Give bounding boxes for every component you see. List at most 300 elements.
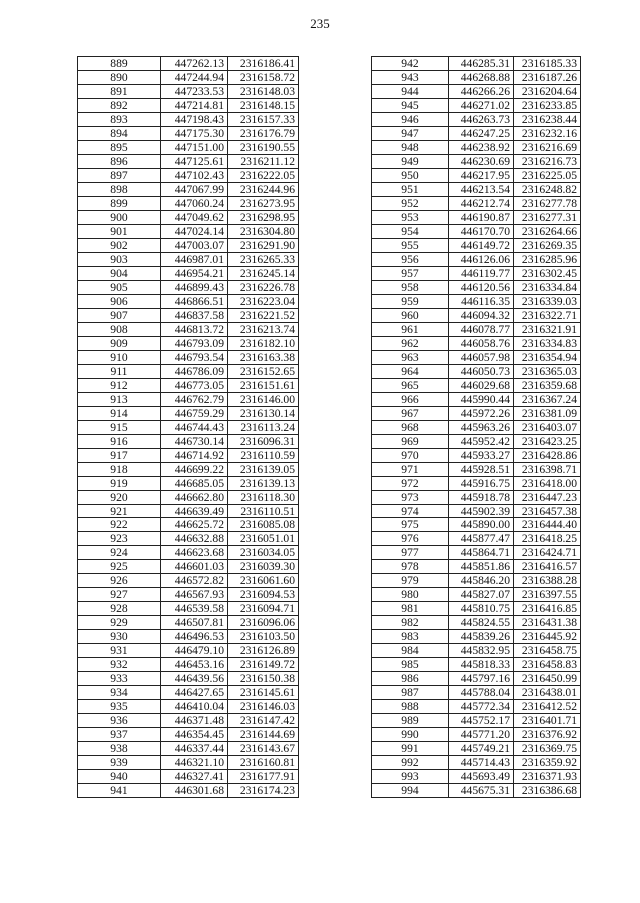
x-coordinate: 445972.26: [449, 406, 514, 420]
y-coordinate: 2316424.71: [514, 546, 581, 560]
x-coordinate: 447067.99: [161, 182, 228, 196]
table-row: [78, 126, 299, 140]
x-coordinate: 446119.77: [449, 266, 514, 280]
table-row: [78, 238, 299, 252]
table-row: [78, 57, 299, 71]
table-row: [78, 350, 299, 364]
table-row: [372, 322, 581, 336]
x-coordinate: 446479.10: [161, 644, 228, 658]
x-coordinate: 445933.27: [449, 448, 514, 462]
point-number: 892: [78, 98, 161, 112]
table-row: [372, 602, 581, 616]
y-coordinate: 2316365.03: [514, 364, 581, 378]
table-row: [372, 728, 581, 742]
table-row: [78, 308, 299, 322]
point-number: 992: [372, 756, 449, 770]
table-row: [372, 154, 581, 168]
point-number: 915: [78, 420, 161, 434]
table-row: [372, 140, 581, 154]
x-coordinate: 446567.93: [161, 588, 228, 602]
y-coordinate: 2316182.10: [228, 336, 299, 350]
table-row: [372, 462, 581, 476]
point-number: 969: [372, 434, 449, 448]
y-coordinate: 2316160.81: [228, 756, 299, 770]
point-number: 977: [372, 546, 449, 560]
table-row: [78, 224, 299, 238]
x-coordinate: 446623.68: [161, 546, 228, 560]
y-coordinate: 2316359.92: [514, 756, 581, 770]
point-number: 914: [78, 406, 161, 420]
point-number: 984: [372, 644, 449, 658]
y-coordinate: 2316450.99: [514, 672, 581, 686]
table-row: [78, 84, 299, 98]
y-coordinate: 2316186.41: [228, 57, 299, 71]
x-coordinate: 446263.73: [449, 112, 514, 126]
table-row: [78, 210, 299, 224]
x-coordinate: 445990.44: [449, 392, 514, 406]
y-coordinate: 2316148.15: [228, 98, 299, 112]
x-coordinate: 446230.69: [449, 154, 514, 168]
point-number: 976: [372, 532, 449, 546]
point-number: 962: [372, 336, 449, 350]
y-coordinate: 2316118.30: [228, 490, 299, 504]
x-coordinate: 446632.88: [161, 532, 228, 546]
x-coordinate: 445818.33: [449, 658, 514, 672]
point-number: 974: [372, 504, 449, 518]
y-coordinate: 2316223.04: [228, 294, 299, 308]
point-number: 931: [78, 644, 161, 658]
table-row: [372, 112, 581, 126]
y-coordinate: 2316418.25: [514, 532, 581, 546]
point-number: 968: [372, 420, 449, 434]
point-number: 990: [372, 728, 449, 742]
point-number: 993: [372, 770, 449, 784]
y-coordinate: 2316438.01: [514, 686, 581, 700]
table-row: [372, 406, 581, 420]
point-number: 891: [78, 84, 161, 98]
y-coordinate: 2316139.13: [228, 476, 299, 490]
x-coordinate: 446266.26: [449, 84, 514, 98]
x-coordinate: 445675.31: [449, 784, 514, 798]
x-coordinate: 445851.86: [449, 560, 514, 574]
point-number: 934: [78, 686, 161, 700]
y-coordinate: 2316273.95: [228, 196, 299, 210]
x-coordinate: 446268.88: [449, 70, 514, 84]
x-coordinate: 446496.53: [161, 630, 228, 644]
y-coordinate: 2316139.05: [228, 462, 299, 476]
x-coordinate: 445963.26: [449, 420, 514, 434]
table-row: [372, 574, 581, 588]
table-row: [78, 616, 299, 630]
y-coordinate: 2316143.67: [228, 742, 299, 756]
table-row: [78, 98, 299, 112]
table-row: [372, 98, 581, 112]
table-row: [78, 714, 299, 728]
table-row: [372, 490, 581, 504]
table-row: [78, 658, 299, 672]
x-coordinate: 446050.73: [449, 364, 514, 378]
x-coordinate: 445902.39: [449, 504, 514, 518]
table-row: [372, 210, 581, 224]
y-coordinate: 2316388.28: [514, 574, 581, 588]
y-coordinate: 2316034.05: [228, 546, 299, 560]
y-coordinate: 2316232.16: [514, 126, 581, 140]
table-row: [372, 434, 581, 448]
y-coordinate: 2316334.83: [514, 336, 581, 350]
point-number: 930: [78, 630, 161, 644]
x-coordinate: 445839.26: [449, 630, 514, 644]
point-number: 940: [78, 770, 161, 784]
y-coordinate: 2316291.90: [228, 238, 299, 252]
point-number: 947: [372, 126, 449, 140]
y-coordinate: 2316386.68: [514, 784, 581, 798]
x-coordinate: 445918.78: [449, 490, 514, 504]
x-coordinate: 445693.49: [449, 770, 514, 784]
point-number: 972: [372, 476, 449, 490]
point-number: 961: [372, 322, 449, 336]
x-coordinate: 447262.13: [161, 57, 228, 71]
point-number: 929: [78, 616, 161, 630]
y-coordinate: 2316185.33: [514, 57, 581, 71]
y-coordinate: 2316359.68: [514, 378, 581, 392]
table-row: [372, 672, 581, 686]
table-row: [78, 420, 299, 434]
point-number: 906: [78, 294, 161, 308]
point-number: 986: [372, 672, 449, 686]
table-row: [78, 112, 299, 126]
point-number: 928: [78, 602, 161, 616]
y-coordinate: 2316222.05: [228, 168, 299, 182]
y-coordinate: 2316233.85: [514, 98, 581, 112]
point-number: 905: [78, 280, 161, 294]
table-row: [78, 560, 299, 574]
x-coordinate: 446120.56: [449, 280, 514, 294]
point-number: 909: [78, 336, 161, 350]
point-number: 941: [78, 784, 161, 798]
x-coordinate: 445890.00: [449, 518, 514, 532]
x-coordinate: 447102.43: [161, 168, 228, 182]
x-coordinate: 446866.51: [161, 294, 228, 308]
y-coordinate: 2316416.85: [514, 602, 581, 616]
point-number: 921: [78, 504, 161, 518]
table-row: [78, 504, 299, 518]
y-coordinate: 2316277.31: [514, 210, 581, 224]
point-number: 979: [372, 574, 449, 588]
x-coordinate: 446453.16: [161, 658, 228, 672]
point-number: 950: [372, 168, 449, 182]
point-number: 948: [372, 140, 449, 154]
y-coordinate: 2316130.14: [228, 406, 299, 420]
table-row: [372, 658, 581, 672]
table-row: [78, 490, 299, 504]
table-row: [372, 476, 581, 490]
x-coordinate: 446572.82: [161, 574, 228, 588]
x-coordinate: 446439.56: [161, 672, 228, 686]
point-number: 980: [372, 588, 449, 602]
y-coordinate: 2316457.38: [514, 504, 581, 518]
x-coordinate: 446539.58: [161, 602, 228, 616]
table-row: [78, 588, 299, 602]
y-coordinate: 2316431.38: [514, 616, 581, 630]
y-coordinate: 2316418.00: [514, 476, 581, 490]
point-number: 932: [78, 658, 161, 672]
y-coordinate: 2316213.74: [228, 322, 299, 336]
point-number: 922: [78, 518, 161, 532]
y-coordinate: 2316157.33: [228, 112, 299, 126]
table-row: [78, 336, 299, 350]
y-coordinate: 2316302.45: [514, 266, 581, 280]
coordinate-table-left: [77, 56, 299, 798]
point-number: 896: [78, 154, 161, 168]
x-coordinate: 445752.17: [449, 714, 514, 728]
table-row: [78, 182, 299, 196]
table-row: [372, 280, 581, 294]
point-number: 900: [78, 210, 161, 224]
point-number: 903: [78, 252, 161, 266]
table-row: [78, 294, 299, 308]
y-coordinate: 2316176.79: [228, 126, 299, 140]
y-coordinate: 2316298.95: [228, 210, 299, 224]
y-coordinate: 2316039.30: [228, 560, 299, 574]
table-row: [372, 70, 581, 84]
point-number: 919: [78, 476, 161, 490]
table-row: [372, 182, 581, 196]
x-coordinate: 447244.94: [161, 70, 228, 84]
point-number: 955: [372, 238, 449, 252]
point-number: 936: [78, 714, 161, 728]
y-coordinate: 2316397.55: [514, 588, 581, 602]
point-number: 916: [78, 434, 161, 448]
y-coordinate: 2316321.91: [514, 322, 581, 336]
y-coordinate: 2316398.71: [514, 462, 581, 476]
table-row: [372, 546, 581, 560]
point-number: 951: [372, 182, 449, 196]
point-number: 971: [372, 462, 449, 476]
y-coordinate: 2316094.71: [228, 602, 299, 616]
y-coordinate: 2316174.23: [228, 784, 299, 798]
y-coordinate: 2316447.23: [514, 490, 581, 504]
x-coordinate: 446149.72: [449, 238, 514, 252]
table-row: [78, 378, 299, 392]
table-row: [372, 196, 581, 210]
table-row: [372, 336, 581, 350]
point-number: 901: [78, 224, 161, 238]
point-number: 938: [78, 742, 161, 756]
y-coordinate: 2316152.65: [228, 364, 299, 378]
table-row: [372, 770, 581, 784]
y-coordinate: 2316412.52: [514, 700, 581, 714]
x-coordinate: 446238.92: [449, 140, 514, 154]
x-coordinate: 447125.61: [161, 154, 228, 168]
point-number: 911: [78, 364, 161, 378]
y-coordinate: 2316103.50: [228, 630, 299, 644]
point-number: 943: [372, 70, 449, 84]
x-coordinate: 446337.44: [161, 742, 228, 756]
y-coordinate: 2316149.72: [228, 658, 299, 672]
x-coordinate: 446954.21: [161, 266, 228, 280]
point-number: 898: [78, 182, 161, 196]
y-coordinate: 2316244.96: [228, 182, 299, 196]
y-coordinate: 2316148.03: [228, 84, 299, 98]
y-coordinate: 2316146.03: [228, 700, 299, 714]
table-row: [78, 770, 299, 784]
y-coordinate: 2316238.44: [514, 112, 581, 126]
table-row: [78, 518, 299, 532]
x-coordinate: 446116.35: [449, 294, 514, 308]
table-row: [372, 756, 581, 770]
point-number: 923: [78, 532, 161, 546]
table-row: [372, 266, 581, 280]
x-coordinate: 446714.92: [161, 448, 228, 462]
y-coordinate: 2316416.57: [514, 560, 581, 574]
x-coordinate: 447233.53: [161, 84, 228, 98]
x-coordinate: 446301.68: [161, 784, 228, 798]
x-coordinate: 445788.04: [449, 686, 514, 700]
point-number: 991: [372, 742, 449, 756]
point-number: 963: [372, 350, 449, 364]
x-coordinate: 447024.14: [161, 224, 228, 238]
table-row: [372, 252, 581, 266]
point-number: 935: [78, 700, 161, 714]
x-coordinate: 445797.16: [449, 672, 514, 686]
y-coordinate: 2316458.75: [514, 644, 581, 658]
x-coordinate: 446601.03: [161, 560, 228, 574]
table-row: [78, 448, 299, 462]
point-number: 983: [372, 630, 449, 644]
table-row: [78, 686, 299, 700]
y-coordinate: 2316126.89: [228, 644, 299, 658]
x-coordinate: 447060.24: [161, 196, 228, 210]
y-coordinate: 2316158.72: [228, 70, 299, 84]
table-row: [78, 406, 299, 420]
y-coordinate: 2316285.96: [514, 252, 581, 266]
y-coordinate: 2316445.92: [514, 630, 581, 644]
y-coordinate: 2316216.73: [514, 154, 581, 168]
y-coordinate: 2316190.55: [228, 140, 299, 154]
point-number: 953: [372, 210, 449, 224]
table-row: [78, 728, 299, 742]
y-coordinate: 2316110.51: [228, 504, 299, 518]
point-number: 926: [78, 574, 161, 588]
x-coordinate: 446354.45: [161, 728, 228, 742]
point-number: 994: [372, 784, 449, 798]
x-coordinate: 446247.25: [449, 126, 514, 140]
x-coordinate: 446217.95: [449, 168, 514, 182]
y-coordinate: 2316304.80: [228, 224, 299, 238]
x-coordinate: 446793.54: [161, 350, 228, 364]
y-coordinate: 2316187.26: [514, 70, 581, 84]
x-coordinate: 446699.22: [161, 462, 228, 476]
y-coordinate: 2316113.24: [228, 420, 299, 434]
y-coordinate: 2316085.08: [228, 518, 299, 532]
table-row: [78, 280, 299, 294]
point-number: 989: [372, 714, 449, 728]
point-number: 913: [78, 392, 161, 406]
point-number: 917: [78, 448, 161, 462]
table-row: [78, 168, 299, 182]
x-coordinate: 446410.04: [161, 700, 228, 714]
x-coordinate: 446730.14: [161, 434, 228, 448]
x-coordinate: 446271.02: [449, 98, 514, 112]
point-number: 973: [372, 490, 449, 504]
x-coordinate: 446813.72: [161, 322, 228, 336]
table-row: [78, 644, 299, 658]
table-row: [78, 742, 299, 756]
point-number: 910: [78, 350, 161, 364]
x-coordinate: 445846.20: [449, 574, 514, 588]
point-number: 954: [372, 224, 449, 238]
y-coordinate: 2316163.38: [228, 350, 299, 364]
table-row: [78, 630, 299, 644]
table-row: [372, 504, 581, 518]
table-row: [78, 140, 299, 154]
point-number: 924: [78, 546, 161, 560]
x-coordinate: 447198.43: [161, 112, 228, 126]
table-row: [78, 392, 299, 406]
y-coordinate: 2316216.69: [514, 140, 581, 154]
table-row: [372, 588, 581, 602]
point-number: 952: [372, 196, 449, 210]
point-number: 959: [372, 294, 449, 308]
y-coordinate: 2316265.33: [228, 252, 299, 266]
point-number: 920: [78, 490, 161, 504]
point-number: 967: [372, 406, 449, 420]
x-coordinate: 446662.80: [161, 490, 228, 504]
x-coordinate: 445810.75: [449, 602, 514, 616]
point-number: 937: [78, 728, 161, 742]
table-row: [372, 616, 581, 630]
y-coordinate: 2316204.64: [514, 84, 581, 98]
y-coordinate: 2316096.31: [228, 434, 299, 448]
table-row: [78, 462, 299, 476]
x-coordinate: 446837.58: [161, 308, 228, 322]
x-coordinate: 446773.05: [161, 378, 228, 392]
point-number: 982: [372, 616, 449, 630]
point-number: 942: [372, 57, 449, 71]
y-coordinate: 2316376.92: [514, 728, 581, 742]
page-number: 235: [310, 16, 330, 31]
point-number: 895: [78, 140, 161, 154]
table-row: [372, 378, 581, 392]
x-coordinate: 445864.71: [449, 546, 514, 560]
y-coordinate: 2316428.86: [514, 448, 581, 462]
y-coordinate: 2316354.94: [514, 350, 581, 364]
table-row: [372, 714, 581, 728]
table-row: [372, 420, 581, 434]
x-coordinate: 446078.77: [449, 322, 514, 336]
x-coordinate: 446427.65: [161, 686, 228, 700]
x-coordinate: 446213.54: [449, 182, 514, 196]
x-coordinate: 446625.72: [161, 518, 228, 532]
table-row: [372, 560, 581, 574]
table-row: [372, 644, 581, 658]
table-row: [78, 532, 299, 546]
point-number: 899: [78, 196, 161, 210]
point-number: 890: [78, 70, 161, 84]
table-row: [372, 518, 581, 532]
table-row: [78, 546, 299, 560]
x-coordinate: 445824.55: [449, 616, 514, 630]
y-coordinate: 2316248.82: [514, 182, 581, 196]
y-coordinate: 2316151.61: [228, 378, 299, 392]
y-coordinate: 2316226.78: [228, 280, 299, 294]
x-coordinate: 446762.79: [161, 392, 228, 406]
point-number: 985: [372, 658, 449, 672]
point-number: 970: [372, 448, 449, 462]
table-row: [78, 434, 299, 448]
x-coordinate: 445714.43: [449, 756, 514, 770]
point-number: 975: [372, 518, 449, 532]
